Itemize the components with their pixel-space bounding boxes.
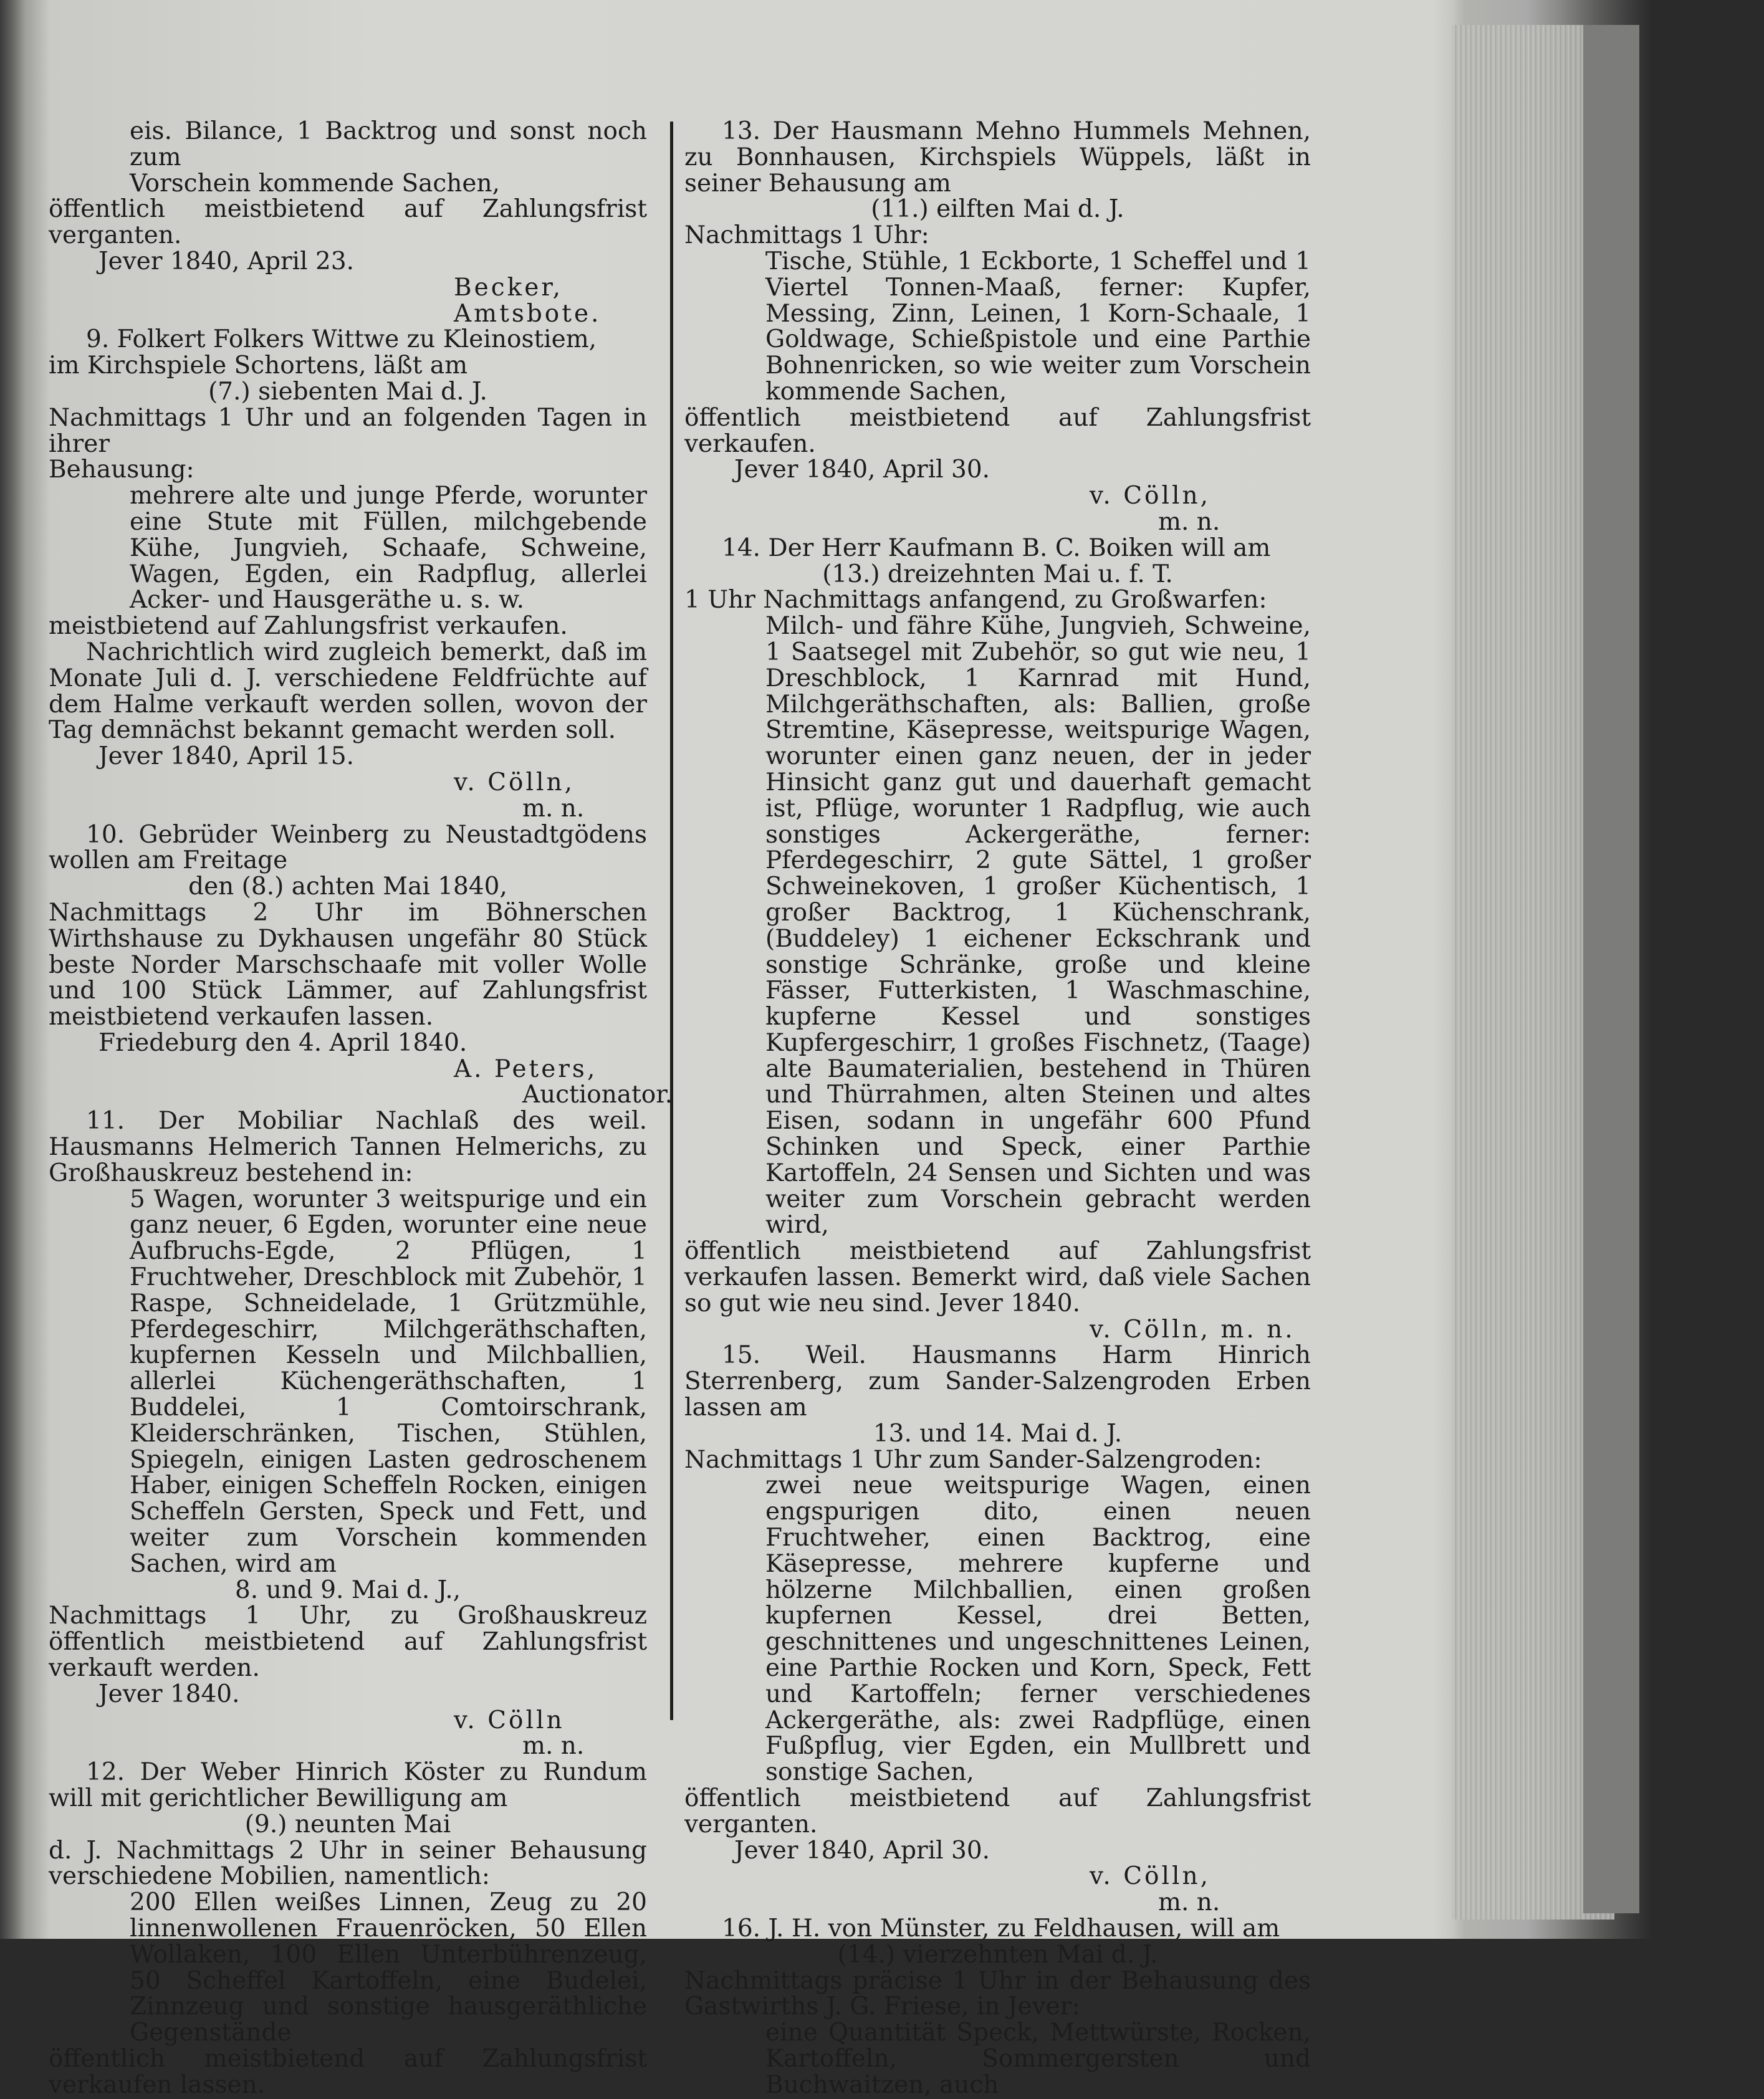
right-column-paragraph: v. Cölln,	[1090, 1862, 1210, 1891]
left-column-paragraph: den (8.) achten Mai 1840,	[188, 873, 507, 901]
left-column-paragraph: (9.) neunten Mai	[244, 1810, 451, 1838]
right-column-paragraph: m. n.	[1158, 507, 1220, 536]
right-column	[684, 118, 1311, 2098]
right-column-paragraph: v. Cölln,	[1090, 482, 1210, 510]
left-column-paragraph: Behausung:	[49, 456, 194, 484]
right-column-paragraph: öffentlich meistbietend auf Zahlungsfrist verganten.	[684, 1784, 1311, 1838]
book-cover-edge	[1583, 25, 1639, 1913]
left-column-paragraph: 200 Ellen weißes Linnen, Zeug zu 20 linnenwollenen Frauenröcken, 50 Ellen Wollaken, 100 Ellen Unterbührenzeug, 50 Scheffel Kartoffeln, eine Budelei, Zinnzeug und sonstige hausgeräthliche Gegenstände	[130, 1888, 647, 2047]
left-column-paragraph: m. n.	[522, 1732, 585, 1761]
left-column-paragraph: 5 Wagen, worunter 3 weitspurige und ein ganz neuer, 6 Egden, worunter eine neue Aufbruchs-Egde, 2 Pflügen, 1 Fruchtweher, Dreschblock mit Zubehör, 1 Raspe, Schneidelade, 1 Grützmühle, Pferdegeschirr, Milchgeräthschaften, kupfernen Kesseln und Milchballien, allerlei Küchengeräthschaften, 1 Buddelei, 1 Comtoirschrank, Kleiderschränken, Tischen, Stühlen, Spiegeln, einigen Lasten gedroschenem Haber, einigen Scheffeln Rocken, einigen Scheffeln Gersten, Speck und Fett, und weiter zum Vorschein kommenden Sachen, wird am	[130, 1185, 647, 1578]
right-column-paragraph: (11.) eilften Mai d. J.	[871, 195, 1124, 224]
left-column-paragraph: m. n.	[522, 794, 585, 823]
right-column-paragraph: m. n.	[1158, 1888, 1220, 1917]
right-column-paragraph: Jever 1840, April 30.	[734, 1836, 990, 1865]
column-rule	[670, 122, 673, 1720]
left-column-paragraph: Friedeburg den 4. April 1840.	[98, 1028, 467, 1057]
left-column-paragraph: im Kirchspiele Schortens, läßt am	[49, 351, 468, 380]
left-column-paragraph: v. Cölln	[454, 1706, 565, 1734]
left-column-paragraph: meistbietend auf Zahlungsfrist verkaufen.	[49, 612, 568, 641]
right-column-paragraph: 14. Der Herr Kaufmann B. C. Boiken will am	[722, 533, 1271, 562]
left-column-paragraph: Jever 1840.	[98, 1680, 240, 1708]
left-column-paragraph: 12. Der Weber Hinrich Köster zu Rundum will mit gerichtlicher Bewilligung am	[49, 1758, 647, 1812]
right-column-paragraph: 13. und 14. Mai d. J.	[873, 1419, 1123, 1448]
left-column-paragraph: Jever 1840, April 23.	[98, 247, 355, 275]
left-column-paragraph: Nachmittags 1 Uhr und an folgenden Tagen in ihrer	[49, 403, 647, 458]
right-column-paragraph: (14.) vierzehnten Mai d. J.	[837, 1940, 1158, 1969]
left-column-paragraph: 10. Gebrüder Weinberg zu Neustadtgödens wollen am Freitage	[49, 820, 647, 875]
right-column-paragraph: Nachmittags präcise 1 Uhr in der Behausung des Gastwirths J. G. Friese, in Jever:	[684, 1966, 1311, 2021]
right-column-paragraph: 16. J. H. von Münster, zu Feldhausen, will am	[722, 1914, 1280, 1943]
left-column-paragraph: 8. und 9. Mai d. J.,	[234, 1575, 461, 1604]
left-column-paragraph: (7.) siebenten Mai d. J.	[208, 377, 487, 406]
left-column-paragraph: mehrere alte und junge Pferde, worunter eine Stute mit Füllen, milchgebende Kühe, Jungvieh, Schaafe, Schweine, Wagen, Egden, ein Radpflug, allerlei Acker- und Hausgeräthe u. s. w.	[130, 482, 647, 614]
right-column-paragraph: Nachmittags 1 Uhr zum Sander-Salzengroden:	[684, 1445, 1262, 1474]
left-column-paragraph: 11. Der Mobiliar Nachlaß des weil. Hausmanns Helmerich Tannen Helmerichs, zu Großhauskreuz bestehend in:	[49, 1107, 647, 1187]
left-column-paragraph: Becker, Amtsbote.	[454, 273, 602, 328]
right-column-paragraph: öffentlich meistbietend auf Zahlungsfrist verkaufen.	[684, 403, 1311, 458]
right-column-paragraph: zwei neue weitspurige Wagen, einen engspurigen dito, einen neuen Fruchtweher, einen Backtrog, eine Käsepresse, mehrere kupferne und hölzerne Milchballien, einen großen kupfernen Kessel, drei Betten, geschnittenes und ungeschnittenes Leinen, eine Parthie Rocken und Korn, Speck, Fett und Kartoffeln; ferner verschiedenes Ackergeräthe, als: zwei Radpflüge, einen Fußpflug, vier Egden, ein Mullbrett und sonstige Sachen,	[765, 1471, 1311, 1787]
left-column-paragraph: 9. Folkert Folkers Wittwe zu Kleinostiem,	[86, 325, 597, 354]
left-column-paragraph: Vorschein kommende Sachen,	[130, 169, 500, 198]
right-column-paragraph: 15. Weil. Hausmanns Harm Hinrich Sterrenberg, zum Sander-Salzengroden Erben lassen am	[684, 1341, 1311, 1422]
left-column-paragraph: öffentlich meistbietend auf Zahlungsfrist verganten.	[49, 195, 647, 250]
left-column-paragraph: A. Peters,	[454, 1054, 598, 1083]
left-column-paragraph: Jever 1840, April 15.	[98, 742, 355, 771]
right-column-paragraph: (13.) dreizehnten Mai u. f. T.	[822, 560, 1173, 588]
left-column	[49, 117, 673, 2099]
left-column-paragraph: v. Cölln,	[454, 768, 575, 796]
right-column-paragraph: v. Cölln, m. n.	[1090, 1315, 1295, 1344]
left-column-paragraph: öffentlich meistbietend auf Zahlungsfrist verkaufen lassen.	[49, 2044, 647, 2099]
left-column-paragraph: Nachmittags 2 Uhr im Böhnerschen Wirthshause zu Dykhausen ungefähr 80 Stück beste Norder Marschschaafe mit voller Wolle und 100 Stück Lämmer, auf Zahlungsfrist meistbietend verkaufen lassen.	[49, 898, 647, 1031]
right-column-paragraph: eine Quantität Speck, Mettwürste, Rocken, Kartoffeln, Sommergersten und Buchwaitzen, auch	[765, 2019, 1311, 2099]
right-column-paragraph: öffentlich meistbietend auf Zahlungsfrist verkaufen lassen. Bemerkt wird, daß viele Sachen so gut wie neu sind. Jever 1840.	[684, 1237, 1311, 1317]
right-column-paragraph: Tische, Stühle, 1 Eckborte, 1 Scheffel und 1 Viertel Tonnen-Maaß, ferner: Kupfer, Messing, Zinn, Leinen, 1 Korn-Schaale, 1 Goldwage, Schießpistole und eine Parthie Bohnenricken, so wie weiter zum Vorschein kommende Sachen,	[765, 247, 1311, 406]
right-column-paragraph: 1 Uhr Nachmittags anfangend, zu Großwarfen:	[684, 586, 1267, 614]
left-column-paragraph: Nachmittags 1 Uhr, zu Großhauskreuz öffentlich meistbietend auf Zahlungsfrist verkauft werden.	[49, 1602, 647, 1683]
left-column-paragraph: d. J. Nachmittags 2 Uhr in seiner Behausung verschiedene Mobilien, namentlich:	[49, 1836, 647, 1891]
left-column-paragraph: Auctionator.	[522, 1081, 673, 1109]
left-column-paragraph: eis. Bilance, 1 Backtrog und sonst noch zum	[130, 117, 647, 171]
left-column-paragraph: Nachrichtlich wird zugleich bemerkt, daß im Monate Juli d. J. verschiedene Feldfrüchte auf dem Halme verkauft werden sollen, wovon der Tag demnächst bekannt gemacht werden soll.	[49, 638, 647, 745]
right-column-paragraph: Milch- und fähre Kühe, Jungvieh, Schweine, 1 Saatsegel mit Zubehör, so gut wie neu, 1 Dreschblock, 1 Karnrad mit Hund, Milchgeräthschaften, als: Ballien, große Stremtine, Käsepresse, weitspurige Wagen, worunter einen ganz neuen, der in jeder Hinsicht ganz gut und dauerhaft gemacht ist, Pflüge, worunter 1 Radpflug, wie auch sonstiges Ackergeräthe, ferner: Pferdegeschirr, 2 gute Sättel, 1 großer Schweinekoven, 1 großer Küchentisch, 1 großer Backtrog, 1 Küchenschrank, (Buddeley) 1 eichener Eckschrank und sonstige Schränke, große und kleine Fässer, Futterkisten, 1 Waschmaschine, kupferne Kessel und sonstiges Kupfergeschirr, 1 großes Fischnetz, (Taage) alte Baumaterialien, bestehend in Thüren und Thürrahmen, alten Steinen und altes Eisen, sodann in ungefähr 600 Pfund Schinken und Speck, einer Parthie Kartoffeln, 24 Sensen und Sichten und was weiter zum Vorschein gebracht werden wird,	[765, 612, 1311, 1240]
right-column-paragraph: Jever 1840, April 30.	[734, 456, 990, 484]
right-column-paragraph: 13. Der Hausmann Mehno Hummels Mehnen, zu Bonnhausen, Kirchspiels Wüppels, läßt in seiner Behausung am	[684, 117, 1311, 198]
right-column-paragraph: Nachmittags 1 Uhr:	[684, 221, 929, 250]
